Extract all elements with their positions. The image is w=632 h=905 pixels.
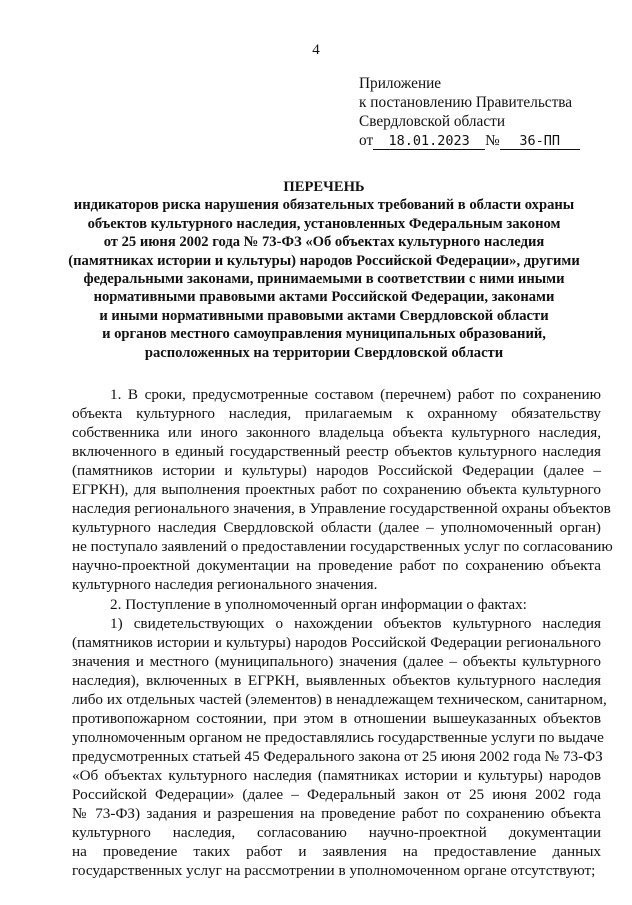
appendix-block — [359, 74, 580, 150]
paragraph-line: значения и местного (муниципального) значения (далее – объекты культурного — [72, 652, 601, 670]
paragraph-line: противопожарном состоянии, при этом в отношении вышеуказанных объектов — [72, 709, 601, 727]
paragraph-line: на проведение таких работ и заявления на предоставление данных — [72, 843, 601, 861]
title-heading: ПЕРЕЧЕНЬ — [283, 179, 365, 195]
title-line: индикаторов риска нарушения обязательных требований в области охраны — [73, 197, 575, 214]
title-line: и органов местного самоуправления муниципальных образований, — [102, 326, 546, 343]
paragraph-line: культурного наследия регионального значения. — [72, 576, 378, 594]
title-line: объектов культурного наследия, установленных Федеральным законом — [87, 215, 561, 232]
paragraph-line: либо их отдельных частей (элементов) в ненадлежащем техническом, санитарном, — [72, 690, 607, 708]
paragraph-line: ЕГРКН), для выполнения проектных работ по сохранению объекта культурного — [72, 481, 601, 499]
paragraph-line: (памятников истории и культуры) народов Российской Федерации регионального — [72, 633, 601, 651]
from-label: от — [359, 132, 374, 149]
title-line: нормативными правовыми актами Российской Федерации, законами — [93, 289, 555, 306]
paragraph-line: культурного наследия Свердловской области (далее – уполномоченный орган) — [72, 519, 601, 537]
title-line: расположенных на территории Свердловской области — [144, 344, 504, 361]
title-line: федеральными законами, принимаемыми в соответствии с ними иными — [83, 271, 565, 288]
paragraph-line: объекта культурного наследия, прилагаемым к охранному обязательству — [72, 405, 601, 423]
title-line: от 25 июня 2002 года № 73-ФЗ «Об объектах культурного наследия — [103, 234, 545, 251]
paragraph-line: 1) свидетельствующих о нахождении объектов культурного наследия — [110, 614, 601, 632]
paragraph-line: научно-проектной документации на проведение работ по сохранению объекта — [72, 557, 601, 575]
appendix-line-1: Приложение — [359, 75, 442, 92]
order-date-number-line — [359, 131, 580, 150]
paragraph-line: культурного наследия, согласованию научно-проектной документации — [72, 824, 601, 842]
paragraph-line: 1. В сроки, предусмотренные составом (перечнем) работ по сохранению — [110, 386, 601, 403]
appendix-line-3: Свердловской области — [359, 113, 506, 130]
paragraph-3 — [72, 614, 607, 881]
paragraph-line: (памятников истории и культуры) народов Российской Федерации (далее – — [72, 462, 601, 480]
paragraph-1 — [72, 385, 613, 595]
appendix-line-2: к постановлению Правительства — [359, 94, 573, 111]
document-body — [72, 385, 613, 880]
paragraph-2 — [72, 595, 601, 614]
number-label: № — [485, 132, 500, 149]
paragraph-line: государственных услуг на рассмотрении в уполномоченном органе отсутствуют; — [72, 862, 596, 880]
paragraph-line: не поступало заявлений о предоставлении государственных услуг по согласованию — [72, 538, 613, 556]
paragraph-line: «Об объектах культурного наследия (памятниках истории и культуры) народов — [72, 766, 601, 784]
paragraph-line: включенного в единый государственный реестр объектов культурного наследия — [72, 443, 601, 461]
order-date: 18.01.2023 — [373, 133, 485, 150]
paragraph-line: собственника или иного законного владельца объекта культурного наследия, — [72, 424, 601, 442]
paragraph-line: № 73-ФЗ) задания и разрешения на проведение работ по сохранению объекта — [72, 805, 601, 823]
document-title — [60, 178, 588, 362]
order-number: 36-ПП — [500, 133, 580, 150]
paragraph-line: уполномоченным органом не предоставлялись государственные услуги по выдаче — [72, 728, 604, 746]
title-line: (памятниках истории и культуры) народов Российской Федерации», другими — [68, 252, 580, 269]
paragraph-line: наследия регионального значения, в Управление государственной охраны объектов — [72, 500, 611, 518]
title-line: и иными нормативными правовыми актами Свердловской области — [99, 307, 549, 324]
paragraph-line: Российской Федерации» (далее – Федеральный закон от 25 июня 2002 года — [72, 785, 601, 803]
paragraph-line: 2. Поступление в уполномоченный орган информации о фактах: — [110, 595, 527, 613]
page-number: 4 — [312, 42, 320, 58]
paragraph-line: наследия), включенных в ЕГРКН, выявленных объектов культурного наследия — [72, 671, 601, 689]
paragraph-line: предусмотренных статьей 45 Федерального закона от 25 июня 2002 года № 73-ФЗ — [72, 747, 603, 765]
